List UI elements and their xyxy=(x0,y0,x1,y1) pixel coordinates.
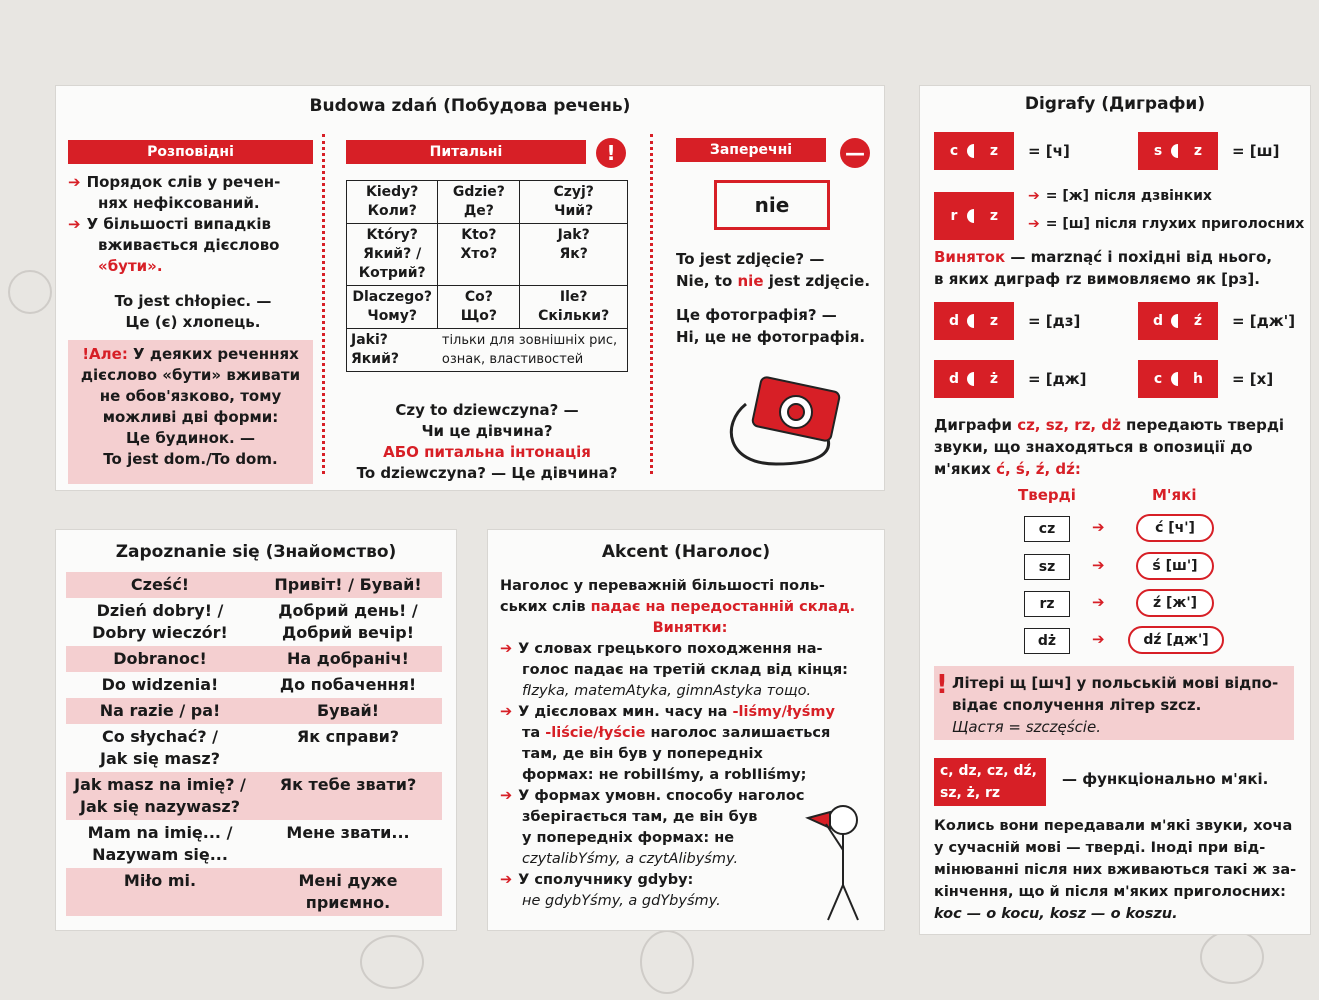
polish-phrase: Co słychać? / Jak się masz? xyxy=(100,727,220,768)
soft-z: ź [ж'] xyxy=(1136,589,1214,617)
stress-rules: Наголос у переважній більшості поль- ських слів падає на передостанній склад. Винятки: ➔ У словах грецького походження на- голос падає на третій склад від кінця: fIzyka, matemAtyka, gimnAstyka тощо. ➔ У дієсловах мин. часу на -liśmy/łyśmy та -liście/łyście наголос залишається там, де він був у попередніх формах: не robiIIśmy, а robIIiśmy; ➔ У формах умовн. способу наголос зберігається там, де він був у попередніх формах: не czytalibYśmy, а czytAlibyśmy. ➔ У сполучнику gdyby: не gdybYśmy, а gdYbyśmy. xyxy=(500,578,856,909)
camera-illustration xyxy=(716,364,856,474)
polish-phrase: Na razie / pa! xyxy=(99,701,221,720)
soft-column-header: М'які xyxy=(1152,486,1197,504)
arrow-icon: ➔ xyxy=(500,704,513,720)
declarative-rules: ➔ Порядок слів у речен- нях нефіксований. ➔ У більшості випадків вживається дієслово «бути». To jest chłopiec. — Це (є) хлопець. xyxy=(68,173,281,331)
ukrainian-phrase: Мені дуже приємно. xyxy=(298,871,398,912)
polish-phrase: Dobranoc! xyxy=(113,649,207,668)
arrow-icon: ➔ xyxy=(1092,556,1105,574)
digraph-dz: d z xyxy=(934,302,1014,340)
polish-phrase: Cześć! xyxy=(130,575,190,594)
negative-header: Заперечні xyxy=(676,138,826,162)
hard-rz: rz xyxy=(1024,591,1070,617)
arrow-icon: ➔ xyxy=(68,215,81,233)
table-row xyxy=(66,698,442,724)
digraphs-panel: Digrafy (Диграфи) c z = [ч] s z = [ш] r z ➔ = [ж] після дзвінких ➔ = [ш] після глухих приголосних Виняток — marznąć і похідні від нього, в яких диграф rz вимовляємо як [рз]. d z = [дз] d ź = [дж'] d ż = [дж] c h = [х] Диграфи cz, sz, rz, dż передають тверді звуки, що знаходяться в опозиції до м'яких ć, ś, ź, dź: Тверді М'які cz ➔ ć [ч'] sz ➔ ś [ш'] rz ➔ ź [ж'] dż ➔ dź [дж'] ! Літері щ [шч] у польській мові відпо- відає сполучення літер szcz. Щастя = szczęście. c, dz, cz, dź, sz, ż, rz — функціонально м'які. Колись вони передавали м'які звуки, хоча у сучасній мові — тверді. Іноді при від- мінюванні після них вживаються такі ж за- кінчення, що й після м'яких приголосних: koc — o kocu, kosz — o koszu. xyxy=(920,86,1310,934)
exclamation-icon: ! xyxy=(596,138,626,168)
megaphone-figure-illustration xyxy=(788,800,878,925)
table-row xyxy=(66,672,442,698)
table-row xyxy=(66,772,442,820)
table-row xyxy=(66,572,442,598)
table-row xyxy=(66,724,442,772)
digraph-cz: c z xyxy=(934,132,1014,170)
ale-note: !Але: У деяких реченнях дієслово «бути» вживати не обов'язково, тому можливі дві форми: Це будинок. — To jest dom./To dom. xyxy=(68,340,313,484)
ukrainian-phrase: До побачення! xyxy=(279,675,417,694)
divider xyxy=(322,134,325,474)
stress-panel xyxy=(488,530,884,930)
hard-column-header: Тверді xyxy=(1018,486,1076,504)
arrow-icon: ➔ xyxy=(1092,630,1105,648)
polish-phrase: Mam na imię... / Nazywam się... xyxy=(87,823,233,864)
panel-title: Budowa zdań (Побудова речень) xyxy=(309,96,631,116)
exclamation-icon: ! xyxy=(936,670,948,700)
shch-note: ! Літері щ [шч] у польській мові відпо- відає сполучення літер szcz. Щастя = szczęście. xyxy=(934,666,1294,740)
table-row xyxy=(66,868,442,916)
interrogative-header: Питальні xyxy=(346,140,586,164)
ukrainian-phrase: Бувай! xyxy=(316,701,380,720)
background-doodle xyxy=(8,270,52,314)
negative-examples: To jest zdjęcie? — Nie, to nie jest zdjęcie. Це фотографія? — Ні, це не фотографія. xyxy=(676,250,871,346)
soft-s: ś [ш'] xyxy=(1136,552,1214,580)
ukrainian-phrase: Як тебе звати? xyxy=(279,775,417,794)
arrow-icon: ➔ xyxy=(1092,518,1105,536)
digraph-sz: s z xyxy=(1138,132,1218,170)
introductions-panel xyxy=(56,530,456,930)
ukrainian-phrase: Добрий день! / Добрий вечір! xyxy=(278,601,418,642)
soft-c: ć [ч'] xyxy=(1136,514,1214,542)
minus-icon: — xyxy=(840,138,870,168)
background-doodle xyxy=(360,935,424,989)
digraph-ch: c h xyxy=(1138,360,1218,398)
polish-phrase: Jak masz na imię? / Jak się nazywasz? xyxy=(74,775,246,816)
hard-dz: dż xyxy=(1024,628,1070,654)
panel-title: Zapoznanie się (Знайомство) xyxy=(115,542,397,562)
exception-note: Виняток — marznąć і похідні від нього, xyxy=(934,248,1273,266)
table-row xyxy=(66,646,442,672)
background-doodle xyxy=(1200,930,1264,984)
functionally-soft-box: c, dz, cz, dź, sz, ż, rz xyxy=(934,758,1046,806)
panel-title: Digrafy (Диграфи) xyxy=(1024,94,1206,114)
sentence-structure-panel xyxy=(56,86,884,490)
arrow-icon: ➔ xyxy=(68,173,81,191)
hard-sz: sz xyxy=(1024,554,1070,580)
table-row xyxy=(66,820,442,868)
ukrainian-phrase: На добраніч! xyxy=(287,649,409,668)
arrow-icon: ➔ xyxy=(1092,593,1105,611)
arrow-icon: ➔ xyxy=(500,788,513,804)
polish-phrase: Miło mi. xyxy=(123,871,197,890)
digraph-dz-acute: d ź xyxy=(1138,302,1218,340)
arrow-icon: ➔ xyxy=(500,872,513,888)
soft-dz: dź [дж'] xyxy=(1128,626,1224,654)
arrow-icon: ➔ xyxy=(500,641,513,657)
panel-title: Akcent (Наголос) xyxy=(601,542,771,562)
nie-box: nie xyxy=(714,180,830,230)
polish-phrase: Do widzenia! xyxy=(101,675,219,694)
ukrainian-phrase: Мене звати... xyxy=(286,823,410,842)
polish-phrase: Dzień dobry! / Dobry wieczór! xyxy=(92,601,228,642)
table-row xyxy=(66,598,442,646)
hard-cz: cz xyxy=(1024,516,1070,542)
ukrainian-phrase: Як справи? xyxy=(296,727,400,746)
interrogative-examples: Czy to dziewczyna? — Чи це дівчина? АБО питальна інтонація To dziewczyna? — Це дівчина? xyxy=(356,401,618,482)
question-words-table: Kiedy? Коли? Gdzie? Де? Czyj? Чий? Który? Який? / Котрий? Kto? Хто? Jak? Як? Dlaczego? Чому? Co? Що? Ile? Скільки? Jaki? Який? тільки для зовнішніх рис, ознак, властивостей xyxy=(346,180,628,372)
divider xyxy=(650,134,653,474)
ukrainian-phrase: Привіт! / Бувай! xyxy=(274,575,422,594)
background-doodle xyxy=(640,930,694,994)
phrase-table xyxy=(66,572,442,916)
digraph-dz-dot: d ż xyxy=(934,360,1014,398)
digraph-rz: r z xyxy=(934,192,1014,240)
declarative-header: Розповідні xyxy=(68,140,313,164)
